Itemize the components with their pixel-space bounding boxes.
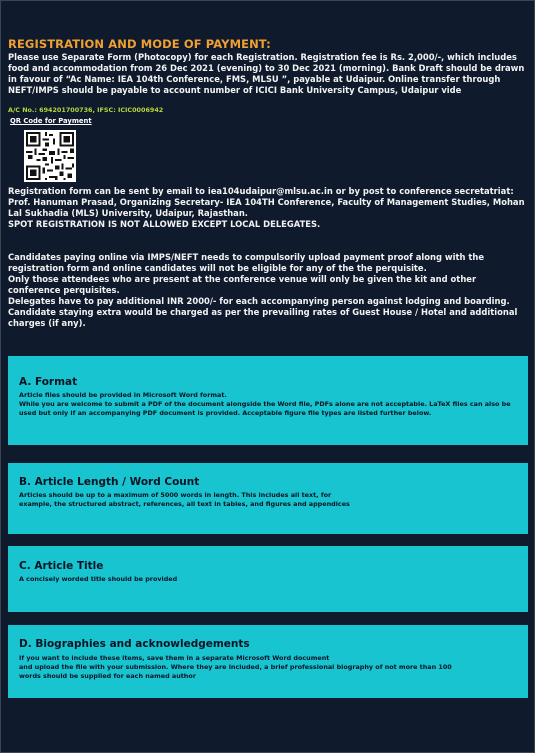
section-title: D. Biographies and acknowledgements — [19, 638, 250, 650]
qr-code-image — [24, 130, 76, 182]
qr-code-link[interactable]: QR Code for Payment — [10, 117, 92, 125]
section-body: Article files should be provided in Microsoft Word format. While you are welcome to submit a PDF of the document alongside the Word file, PDFs alone are not acceptable. LaTeX files can also be used but only if an accompanying PDF document is provided. Acceptable figure file types are listed further below. — [19, 391, 511, 417]
submission-paragraph: Registration form can be sent by email to iea104udaipur@mlsu.ac.in or by post to conference secretatriat: Prof. Hanuman Prasad, Organizing Secretary- IEA 104TH Conference, Faculty of Management Studies, Mohan Lal Sukhadia (MLS) University, Udaipur, Rajasthan. SPOT REGISTRATION IS NOT ALLOWED EXCEPT LOCAL DELEGATES. — [8, 186, 525, 229]
article-title-section — [8, 546, 528, 612]
account-details: A/C No.: 694201700736, IFSC: ICIC0006942 — [8, 106, 164, 114]
online-payment-notes: Candidates paying online via IMPS/NEFT needs to compulsorily upload payment proof along with the registration form and online candidates will not be eligible for any of the the perquisite. Only those attendees who are present at the conference venue will only be given the kit and other conference perquisites. Delegates have to pay additional INR 2000/- for each accompanying person against lodging and boarding. Candidate staying extra would be charged as per the prevailing rates of Guest House / Hotel and additional charges (if any). — [8, 252, 518, 328]
section-body: Articles should be up to a maximum of 5000 words in length. This includes all text, for example, the structured abstract, references, all text in tables, and figures and appendices — [19, 491, 350, 508]
section-title: B. Article Length / Word Count — [19, 476, 200, 488]
section-body: If you want to include these items, save them in a separate Microsoft Word document and upload the file with your submission. Where they are included, a brief professional biography of not more than 100 words should be supplied for each named author — [19, 654, 452, 680]
biographies-section — [8, 625, 528, 698]
format-section — [8, 356, 528, 445]
section-title: C. Article Title — [19, 560, 104, 572]
section-heading: REGISTRATION AND MODE OF PAYMENT: — [8, 37, 271, 51]
section-title: A. Format — [19, 376, 78, 388]
payment-paragraph: Please use Separate Form (Photocopy) for each Registration. Registration fee is Rs. 2,000/-, which includes food and accommodation from 26 Dec 2021 (evening) to 30 Dec 2021 (morning). Bank Draft should be drawn in favour of “Ac Name: IEA 104th Conference, FMS, MLSU ”, payable at Udaipur. Online transfer through NEFT/IMPS should be payable to account number of ICICI Bank University Campus, Udaipur vide — [8, 52, 525, 95]
section-body: A concisely worded title should be provided — [19, 575, 178, 583]
article-length-section — [8, 463, 528, 534]
